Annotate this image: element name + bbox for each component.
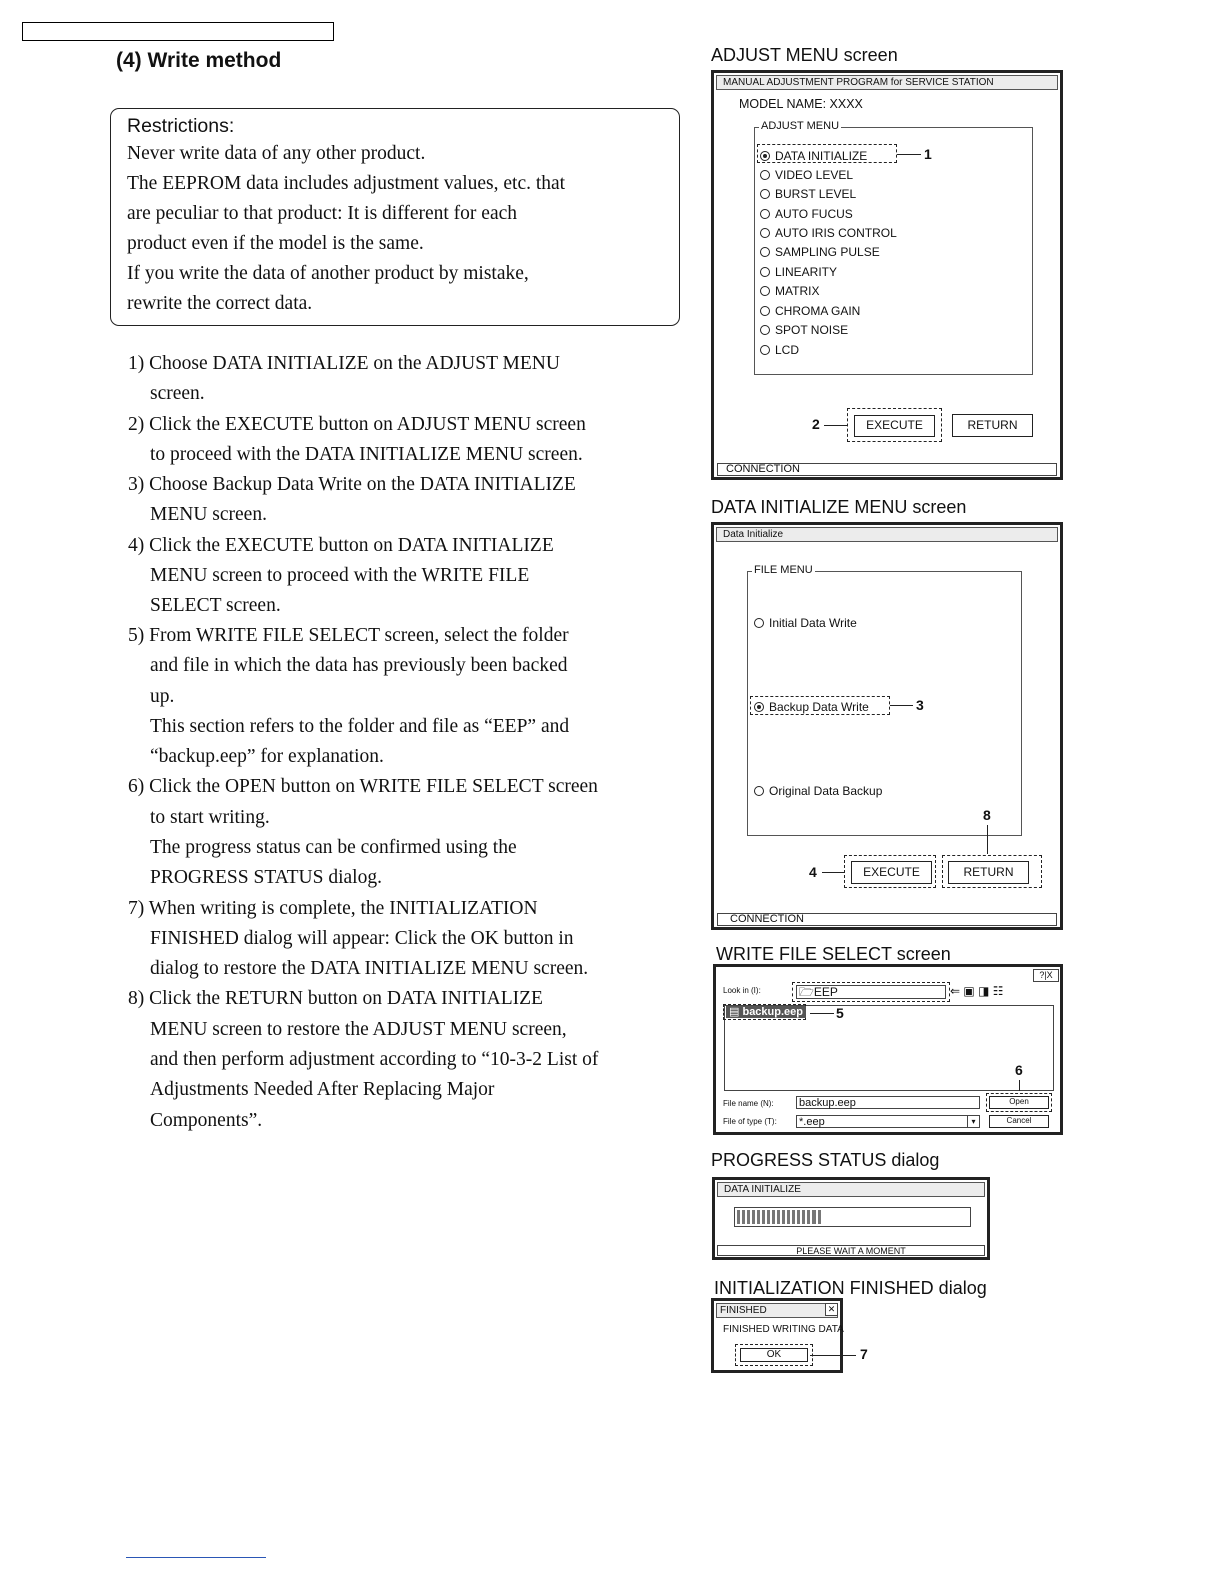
restriction-line: The EEPROM data includes adjustment values, etc. that	[127, 173, 566, 194]
folder-up-icon[interactable]: ▣	[963, 984, 975, 998]
finished-message: FINISHED WRITING DATA	[723, 1324, 844, 1335]
progress-bar	[734, 1207, 971, 1227]
radio-icon	[760, 209, 770, 219]
option-label: Original Data Backup	[769, 784, 883, 798]
section-title: (4) Write method	[116, 49, 282, 72]
file-item-label: backup.eep	[742, 1006, 803, 1018]
restriction-line: rewrite the correct data.	[127, 293, 313, 314]
data-init-title-bar: Data Initialize	[716, 527, 1058, 542]
callout-2-leader	[824, 425, 847, 426]
option-label: CHROMA GAIN	[775, 304, 861, 318]
restrictions-box	[110, 108, 680, 326]
model-name: MODEL NAME: XXXX	[739, 97, 863, 111]
step-6-cont: The progress status can be confirmed using the	[150, 837, 517, 858]
option-auto-iris-control[interactable]	[760, 226, 897, 240]
step-6: 6) Click the OPEN button on WRITE FILE SELECT screen	[128, 776, 598, 797]
callout-8-leader	[987, 825, 988, 854]
file-type-value: *.eep	[799, 1116, 825, 1128]
step-7-cont: FINISHED dialog will appear: Click the OK button in	[150, 928, 574, 949]
option-backup-data-write[interactable]	[754, 700, 869, 714]
chevron-down-icon: ▾	[967, 1116, 979, 1127]
header-box	[22, 22, 334, 41]
callout-7: 7	[860, 1346, 868, 1362]
radio-icon	[754, 618, 764, 628]
callout-4-leader	[822, 872, 844, 873]
callout-6-leader	[1019, 1080, 1020, 1091]
option-original-data-backup[interactable]	[754, 784, 882, 798]
option-label: VIDEO LEVEL	[775, 168, 854, 182]
option-initial-data-write[interactable]	[754, 616, 857, 630]
restrictions-title: Restrictions:	[127, 115, 235, 137]
back-arrow-icon[interactable]: ⇐	[950, 984, 961, 998]
progress-bar-fill	[737, 1210, 822, 1224]
close-icon[interactable]: ✕	[825, 1303, 838, 1316]
step-6-cont: PROGRESS STATUS dialog.	[150, 867, 382, 888]
view-menu-icon[interactable]: ☷	[992, 984, 1004, 998]
adjust-menu-window	[711, 70, 1063, 480]
radio-icon	[760, 306, 770, 316]
step-3-cont: MENU screen.	[150, 504, 267, 525]
step-5-cont: up.	[150, 686, 175, 707]
option-video-level[interactable]	[760, 168, 853, 182]
adjust-menu-caption: ADJUST MENU screen	[711, 45, 898, 65]
step-5-cont: “backup.eep” for explanation.	[150, 746, 384, 767]
nav-toolbar	[950, 984, 1004, 998]
option-linearity[interactable]	[760, 265, 837, 279]
option-label: Initial Data Write	[769, 616, 857, 630]
radio-icon	[760, 325, 770, 335]
option-lcd[interactable]	[760, 343, 799, 357]
return-button[interactable]: RETURN	[948, 861, 1029, 884]
radio-selected-icon	[754, 702, 764, 712]
write-file-window	[713, 964, 1063, 1135]
option-data-initialize[interactable]	[760, 149, 867, 163]
radio-icon	[754, 786, 764, 796]
option-label: LCD	[775, 343, 800, 357]
file-type-label: File of type (T):	[723, 1117, 777, 1126]
folder-icon: 🗁	[799, 985, 814, 999]
finished-caption: INITIALIZATION FINISHED dialog	[714, 1278, 987, 1298]
file-name-label: File name (N):	[723, 1099, 774, 1108]
step-4-cont: SELECT screen.	[150, 595, 281, 616]
file-name-input[interactable]: backup.eep	[796, 1096, 980, 1109]
step-8: 8) Click the RETURN button on DATA INITIALIZE	[128, 988, 543, 1009]
data-init-window	[711, 522, 1063, 930]
option-spot-noise[interactable]	[760, 323, 848, 337]
restriction-line: Never write data of any other product.	[127, 143, 426, 164]
restriction-line: product even if the model is the same.	[127, 233, 424, 254]
callout-3-leader	[890, 705, 913, 706]
open-button[interactable]: Open	[989, 1096, 1049, 1109]
option-label: LINEARITY	[775, 265, 838, 279]
callout-6: 6	[1015, 1062, 1023, 1078]
option-sampling-pulse[interactable]	[760, 245, 880, 259]
option-label: MATRIX	[775, 284, 820, 298]
step-3: 3) Choose Backup Data Write on the DATA INITIALIZE	[128, 474, 576, 495]
look-in-label: Look in (I):	[723, 986, 761, 995]
step-8-cont: Components”.	[150, 1110, 263, 1131]
step-5-cont: and file in which the data has previously been backed	[150, 655, 568, 676]
connection-status: CONNECTION	[717, 463, 1057, 476]
option-matrix[interactable]	[760, 284, 819, 298]
progress-title-bar: DATA INITIALIZE	[717, 1182, 985, 1197]
look-in-select[interactable]	[796, 985, 946, 999]
option-chroma-gain[interactable]	[760, 304, 860, 318]
radio-icon	[760, 247, 770, 257]
cancel-button[interactable]: Cancel	[989, 1115, 1049, 1128]
new-folder-icon[interactable]: ◨	[978, 984, 990, 998]
write-file-caption: WRITE FILE SELECT screen	[716, 944, 951, 964]
option-label: BURST LEVEL	[775, 187, 857, 201]
option-label: AUTO IRIS CONTROL	[775, 226, 897, 240]
progress-window	[712, 1177, 990, 1260]
option-label: Backup Data Write	[769, 700, 869, 714]
option-label: AUTO FUCUS	[775, 207, 853, 221]
step-2-cont: to proceed with the DATA INITIALIZE MENU screen.	[150, 444, 583, 465]
restriction-line: If you write the data of another product by mistake,	[127, 263, 529, 284]
option-label: SPOT NOISE	[775, 323, 849, 337]
option-auto-fucus[interactable]	[760, 207, 853, 221]
callout-5-leader	[810, 1013, 834, 1014]
progress-status: PLEASE WAIT A MOMENT	[717, 1245, 985, 1256]
connection-status: CONNECTION	[717, 913, 1057, 926]
file-item-backup[interactable]	[726, 1006, 806, 1018]
radio-icon	[760, 228, 770, 238]
option-label: SAMPLING PULSE	[775, 245, 880, 259]
help-close-icon[interactable]: ?|X	[1033, 969, 1059, 982]
radio-icon	[760, 286, 770, 296]
restriction-line: are peculiar to that product: It is different for each	[127, 203, 518, 224]
radio-icon	[760, 189, 770, 199]
step-1: 1) Choose DATA INITIALIZE on the ADJUST MENU	[128, 353, 560, 374]
step-8-cont: Adjustments Needed After Replacing Major	[150, 1079, 495, 1100]
adjust-menu-title-bar: MANUAL ADJUSTMENT PROGRAM for SERVICE STATION	[716, 75, 1058, 90]
file-type-select[interactable]	[796, 1115, 980, 1128]
callout-4: 4	[809, 864, 817, 880]
progress-caption: PROGRESS STATUS dialog	[711, 1150, 940, 1170]
callout-1: 1	[924, 146, 932, 162]
ok-button[interactable]: OK	[740, 1348, 808, 1362]
callout-7-leader	[810, 1355, 856, 1356]
step-7: 7) When writing is complete, the INITIALIZATION	[128, 898, 538, 919]
radio-icon	[760, 345, 770, 355]
data-init-caption: DATA INITIALIZE MENU screen	[711, 497, 967, 517]
step-8-cont: MENU screen to restore the ADJUST MENU screen,	[150, 1019, 567, 1040]
finished-window	[711, 1298, 843, 1373]
callout-8: 8	[983, 807, 991, 823]
step-4-cont: MENU screen to proceed with the WRITE FILE	[150, 565, 530, 586]
step-2: 2) Click the EXECUTE button on ADJUST MENU screen	[128, 414, 586, 435]
callout-3: 3	[916, 697, 924, 713]
footer-link-line	[126, 1557, 266, 1558]
finished-title-bar: FINISHED	[716, 1303, 838, 1318]
step-6-cont: to start writing.	[150, 807, 270, 828]
return-button[interactable]: RETURN	[952, 414, 1033, 437]
adjust-menu-group-label: ADJUST MENU	[761, 120, 840, 132]
execute-button[interactable]: EXECUTE	[851, 861, 932, 884]
file-menu-group-label: FILE MENU	[754, 564, 813, 576]
execute-button[interactable]: EXECUTE	[854, 415, 935, 437]
callout-2: 2	[812, 416, 820, 432]
radio-icon	[760, 170, 770, 180]
step-7-cont: dialog to restore the DATA INITIALIZE MENU screen.	[150, 958, 589, 979]
step-4: 4) Click the EXECUTE button on DATA INITIALIZE	[128, 535, 554, 556]
folder-name: EEP	[813, 985, 838, 999]
file-icon: ▤	[729, 1006, 740, 1018]
callout-1-leader	[897, 154, 921, 155]
radio-icon	[760, 267, 770, 277]
step-5: 5) From WRITE FILE SELECT screen, select the folder	[128, 625, 569, 646]
step-5-cont: This section refers to the folder and file as “EEP” and	[150, 716, 570, 737]
callout-5: 5	[836, 1005, 844, 1021]
option-burst-level[interactable]	[760, 187, 856, 201]
radio-selected-icon	[760, 151, 770, 161]
step-1-cont: screen.	[150, 383, 205, 404]
step-8-cont: and then perform adjustment according to “10-3-2 List of	[150, 1049, 599, 1070]
option-label: DATA INITIALIZE	[775, 149, 868, 163]
